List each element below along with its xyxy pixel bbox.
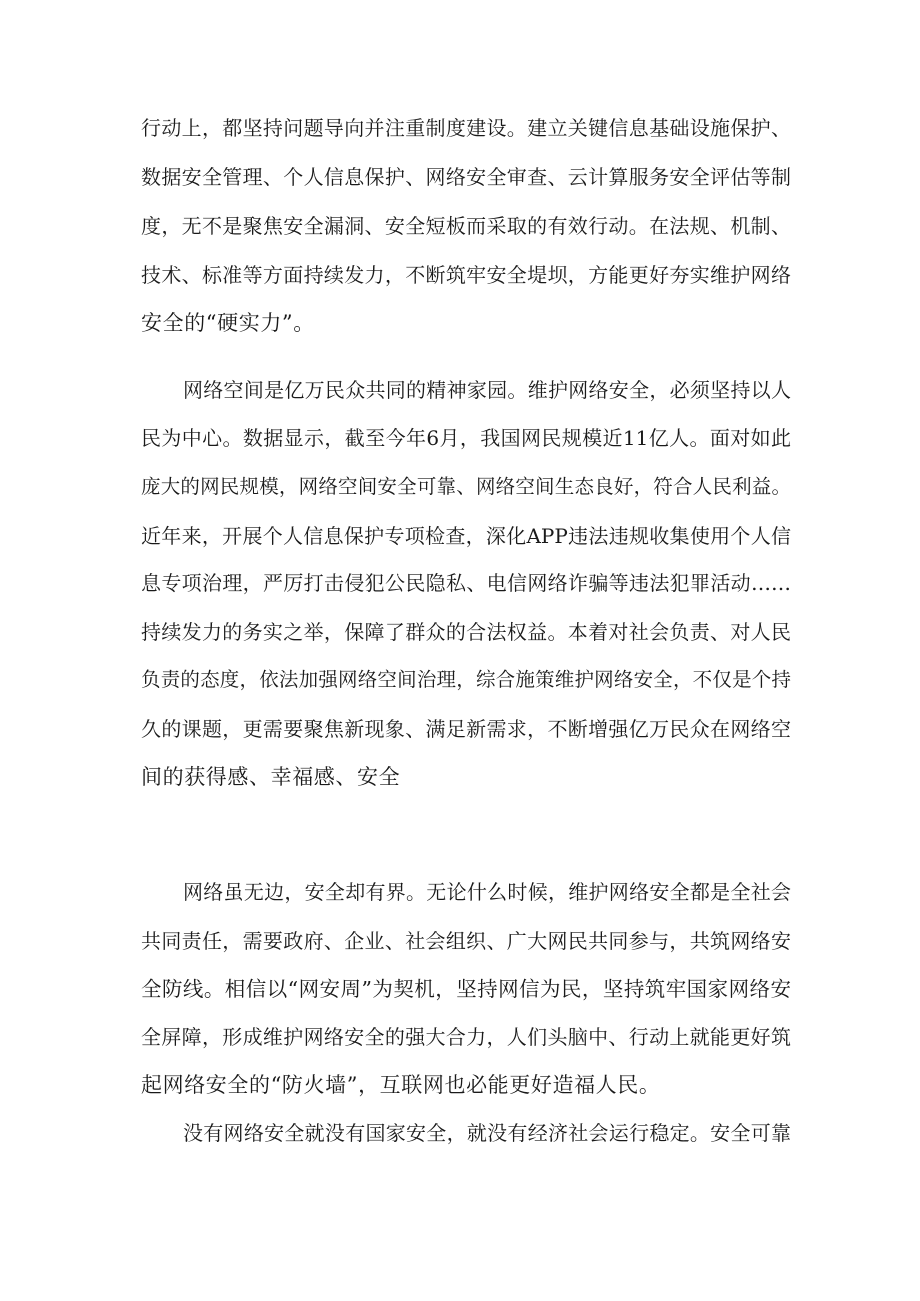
text-line: 庞大的网民规模，网络空间安全可靠、网络空间生态良好，符合人民利益。	[141, 475, 791, 498]
text-line: 持续发力的务实之举，保障了群众的合法权益。本着对社会负责、对人民	[141, 620, 791, 644]
text-line: 久的课题，更需要聚焦新现象、满足新需求，不断增强亿万民众在网络空	[141, 717, 791, 741]
text-line: 行动上，都坚持问题导向并注重制度建设。建立关键信息基础设施保护、	[141, 116, 791, 140]
text-line: 间的获得感、幸福感、安全	[141, 765, 401, 789]
text-line: 民为中心。数据显示，截至今年6月，我国网民规模近11亿人。面对如此	[141, 426, 791, 450]
text-line: 近年来，开展个人信息保护专项检查，深化APP违法违规收集使用个人信	[141, 524, 791, 548]
text-line: 负责的态度，依法加强网络空间治理，综合施策维护网络安全，不仅是个持	[141, 668, 791, 691]
text-line: 安全的“硬实力”。	[141, 311, 315, 335]
text-line: 度，无不是聚焦安全漏洞、安全短板而采取的有效行动。在法规、机制、	[141, 214, 791, 238]
text-line: 息专项治理，严厉打击侵犯公民隐私、电信网络诈骗等违法犯罪活动……	[141, 571, 791, 595]
text-line: 技术、标准等方面持续发力，不断筑牢安全堤坝，方能更好夯实维护网络	[141, 263, 791, 287]
text-line: 起网络安全的“防火墙”，互联网也必能更好造福人民。	[141, 1073, 661, 1097]
text-line: 数据安全管理、个人信息保护、网络安全审查、云计算服务安全评估等制	[141, 165, 791, 189]
text-line: 全屏障，形成维护网络安全的强大合力，人们头脑中、行动上就能更好筑	[141, 1025, 791, 1049]
text-line: 网络虽无边，安全却有界。无论什么时候，维护网络安全都是全社会	[183, 880, 791, 904]
text-line: 共同责任，需要政府、企业、社会组织、广大网民共同参与，共筑网络安	[141, 929, 791, 953]
text-line: 网络空间是亿万民众共同的精神家园。维护网络安全，必须坚持以人	[183, 378, 791, 402]
text-line: 没有网络安全就没有国家安全，就没有经济社会运行稳定。安全可靠	[183, 1121, 791, 1145]
text-line: 全防线。相信以“网安周”为契机，坚持网信为民，坚持筑牢国家网络安	[141, 977, 791, 1001]
